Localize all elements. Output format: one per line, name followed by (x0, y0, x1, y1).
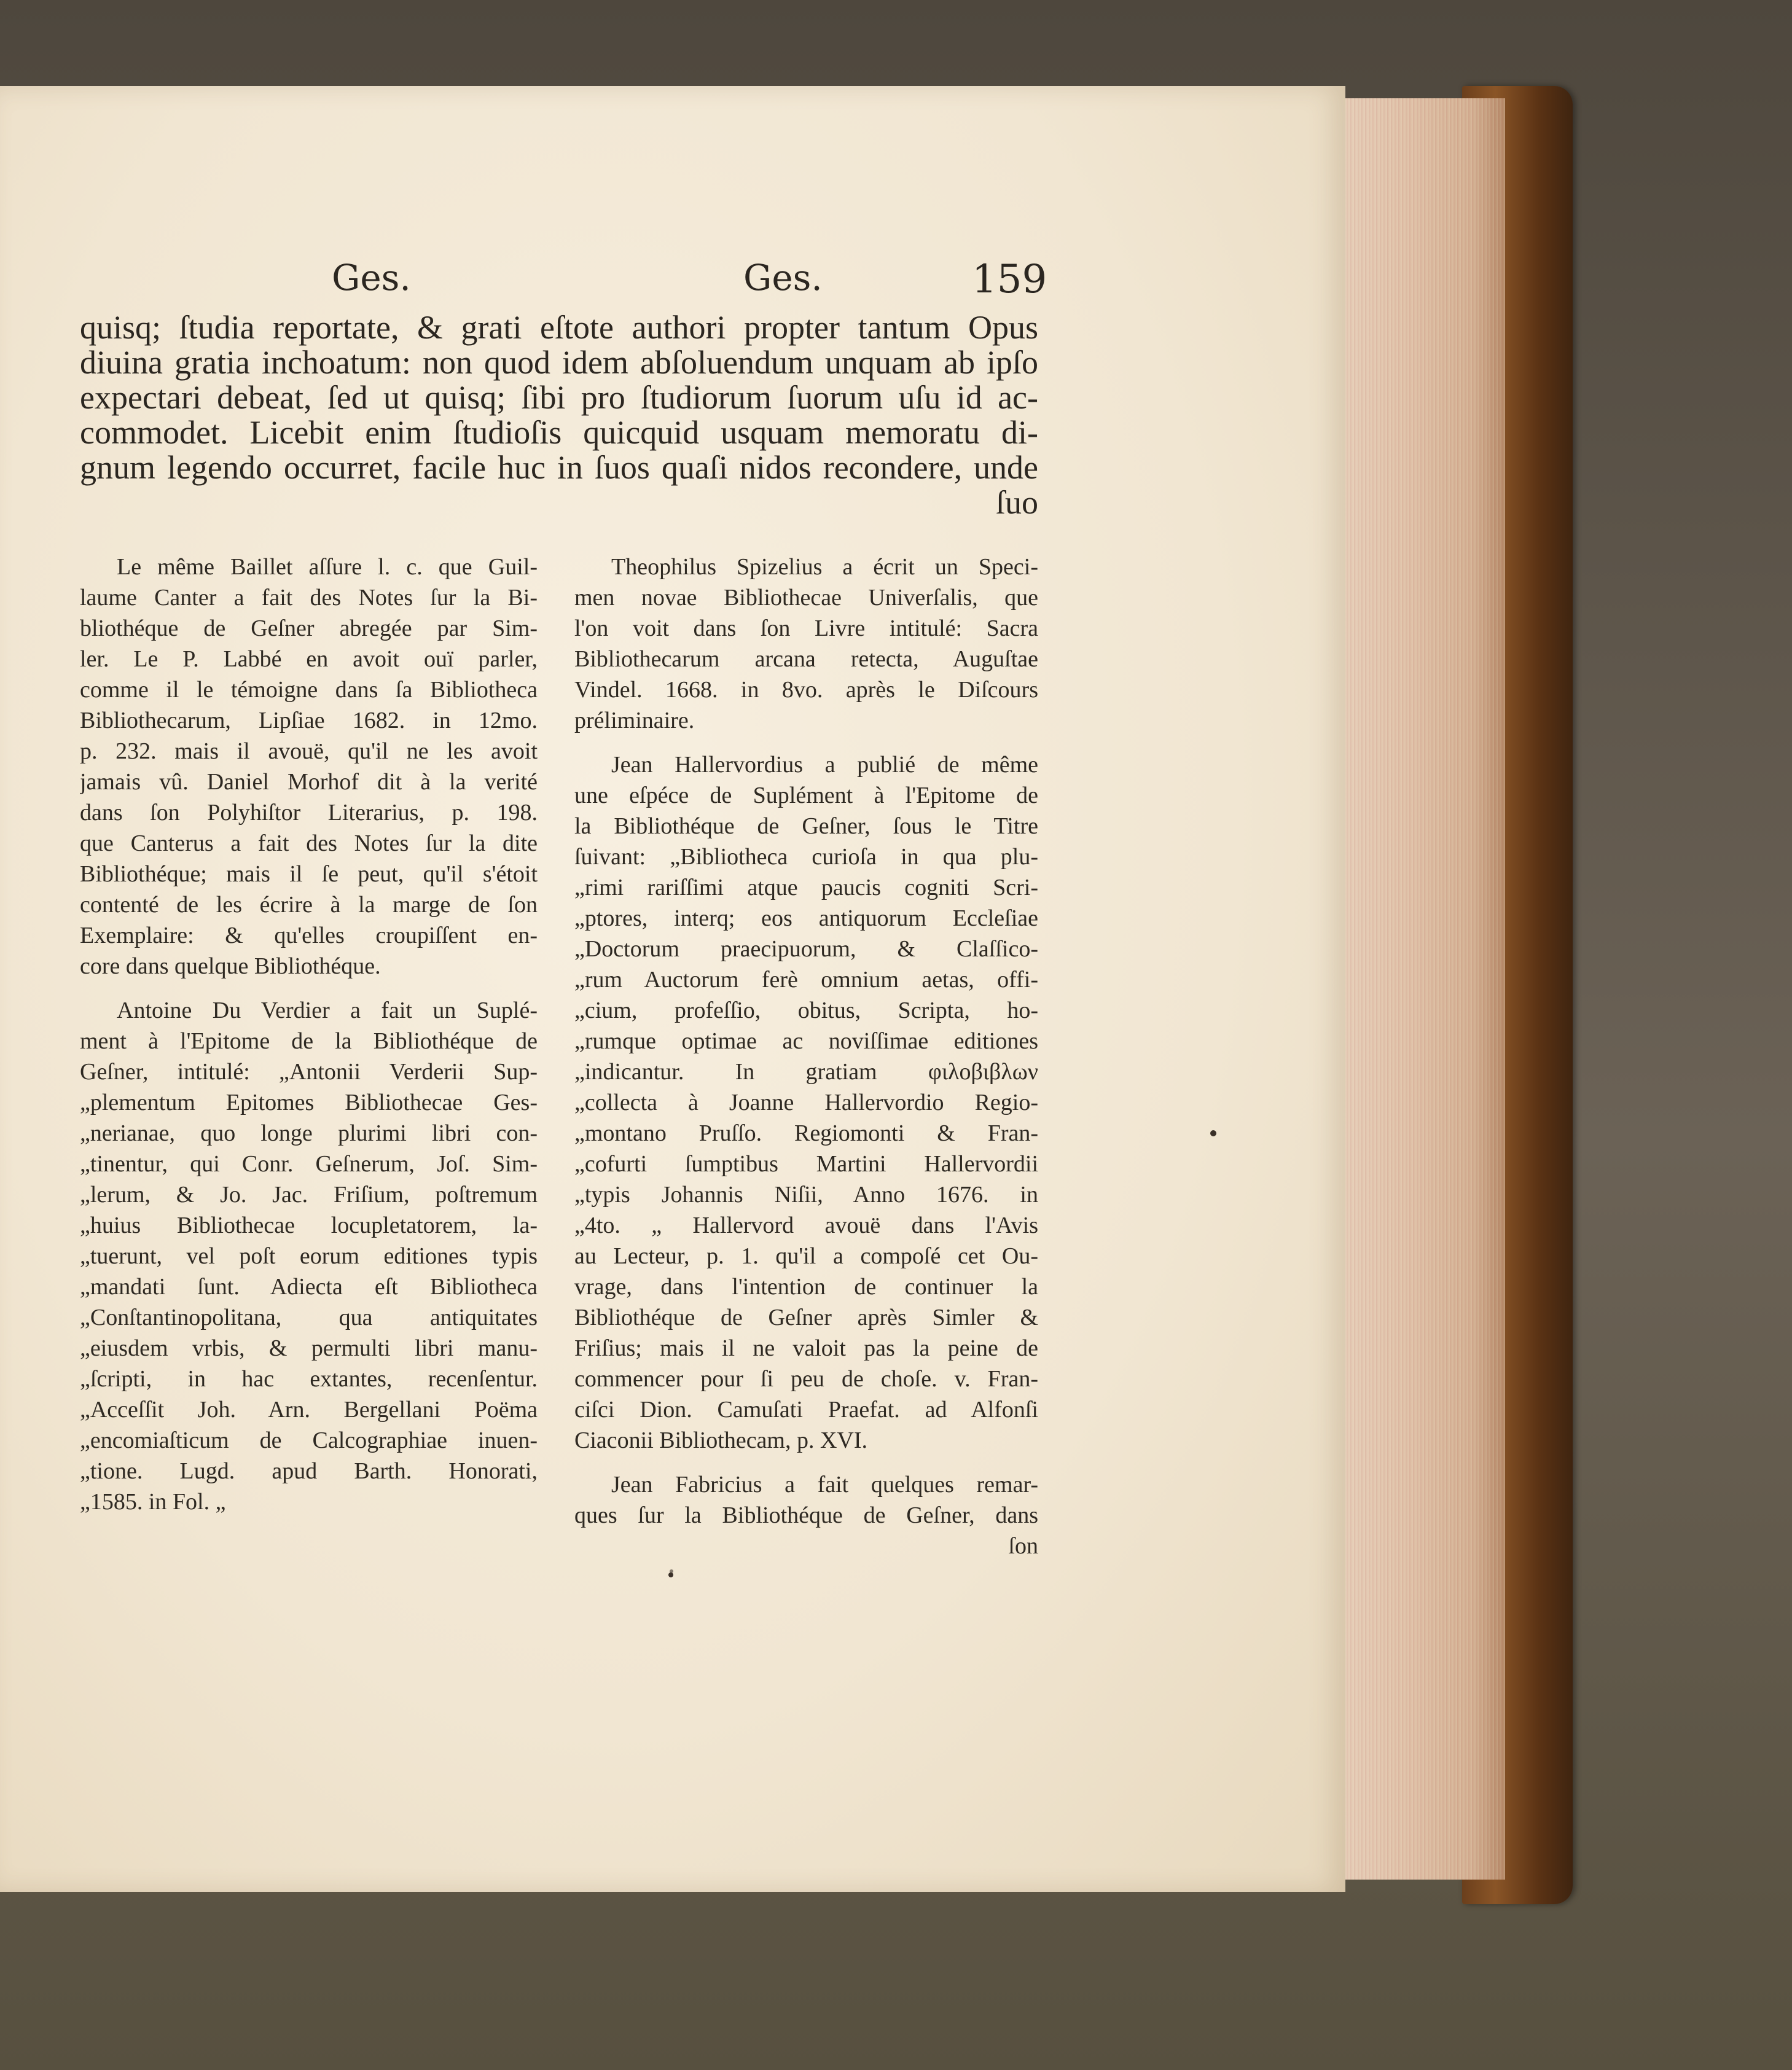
text-line: Geſner, intitulé: „Antonii Verderii Sup- (80, 1059, 538, 1085)
text-line: ſuivant: „Bibliotheca curioſa in qua plu- (574, 844, 1038, 870)
text-line: „ſcripti, in hac extantes, recenſentur. (80, 1366, 538, 1392)
text-line: Friſius; mais il ne valoit pas la peine de (574, 1335, 1038, 1361)
ink-speck (1210, 1130, 1216, 1136)
intro-line: commodet. Licebit enim ſtudioſis quicquid usquam memoratu di- (80, 414, 1038, 451)
text-line: Bibliothéque de Geſner après Simler & (574, 1305, 1038, 1330)
text-line: Antoine Du Verdier a fait un Suplé- (117, 998, 538, 1023)
text-line: Bibliothéque; mais il ſe peut, qu'il s'étoit (80, 861, 538, 887)
text-line: la Bibliothéque de Geſner, ſous le Titre (574, 813, 1038, 839)
text-line: Jean Hallervordius a publié de même (611, 752, 1038, 778)
text-line: „Doctorum praecipuorum, & Claſſico- (574, 936, 1038, 962)
text-line: „rumque optimae ac noviſſimae editiones (574, 1028, 1038, 1054)
text-line: Ciaconii Bibliothecam, p. XVI. (574, 1428, 868, 1453)
text-line: „plementum Epitomes Bibliothecae Ges- (80, 1090, 538, 1115)
paragraph (80, 552, 538, 982)
text-line: comme il le témoigne dans ſa Bibliotheca (80, 677, 538, 703)
text-line: „huius Bibliothecae locupletatorem, la- (80, 1213, 538, 1238)
text-line: Bibliothecarum arcana retecta, Auguſtae (574, 646, 1038, 672)
text-line: Le même Baillet aſſure l. c. que Guil- (117, 554, 538, 580)
left-column (80, 552, 538, 1531)
text-line: vrage, dans l'intention de continuer la (574, 1274, 1038, 1300)
text-line: „1585. in Fol. „ (80, 1489, 226, 1515)
text-line: une eſpéce de Suplément à l'Epitome de (574, 783, 1038, 808)
paragraph (574, 749, 1038, 1456)
text-line: „rimi rariſſimi atque paucis cogniti Scri- (574, 875, 1038, 900)
text-line: que Canterus a fait des Notes ſur la dite (80, 830, 538, 856)
ink-speck (670, 1569, 673, 1573)
text-line: „indicantur. In gratiam φιλοβιβλων (574, 1059, 1038, 1085)
text-line: „nerianae, quo longe plurimi libri con- (80, 1120, 538, 1146)
right-column (574, 552, 1038, 1575)
text-line: Theophilus Spizelius a écrit un Speci- (611, 554, 1038, 580)
text-line: ler. Le P. Labbé en avoit ouï parler, (80, 646, 538, 672)
text-line: „4to. „ Hallervord avouë dans l'Avis (574, 1213, 1038, 1238)
text-line: l'on voit dans ſon Livre intitulé: Sacra (574, 615, 1038, 641)
text-line: jamais vû. Daniel Morhof dit à la verité (80, 769, 538, 795)
text-line: bliothéque de Geſner abregée par Sim- (80, 615, 538, 641)
text-line: „cium, profeſſio, obitus, Scripta, ho- (574, 998, 1038, 1023)
text-line: „encomiaſticum de Calcographiae inuen- (80, 1428, 538, 1453)
page-number: 159 (972, 257, 1047, 302)
text-line: laume Canter a fait des Notes ſur la Bi- (80, 585, 538, 611)
intro-line: diuina gratia inchoatum: non quod idem abſoluendum unquam ab ipſo (80, 344, 1038, 381)
text-line: p. 232. mais il avouë, qu'il ne les avoit (80, 738, 538, 764)
text-line: „tinentur, qui Conr. Geſnerum, Joſ. Sim- (80, 1151, 538, 1177)
text-line: Bibliothecarum, Lipſiae 1682. in 12mo. (80, 708, 538, 733)
text-line: „collecta à Joanne Hallervordio Regio- (574, 1090, 1038, 1115)
text-line: „cofurti ſumptibus Martini Hallervordii (574, 1151, 1038, 1177)
text-line: „typis Johannis Niſii, Anno 1676. in (574, 1182, 1038, 1208)
text-line: „Acceſſit Joh. Arn. Bergellani Poëma (80, 1397, 538, 1423)
text-line: ment à l'Epitome de la Bibliothéque de (80, 1028, 538, 1054)
text-line: „eiusdem vrbis, & permulti libri manu- (80, 1335, 538, 1361)
text-line: „montano Pruſſo. Regiomonti & Fran- (574, 1120, 1038, 1146)
intro-line: expectari debeat, ſed ut quisq; ſibi pro ſtudiorum ſuorum uſu id ac- (80, 379, 1038, 416)
text-line: „mandati ſunt. Adiecta eſt Bibliotheca (80, 1274, 538, 1300)
text-line: „rum Auctorum ferè omnium aetas, offi- (574, 967, 1038, 993)
text-line: Exemplaire: & qu'elles croupiſſent en- (80, 923, 538, 948)
text-line: préliminaire. (574, 708, 695, 733)
intro-catchword: ſuo (995, 484, 1038, 521)
text-line: „ptores, interq; eos antiquorum Eccleſiae (574, 905, 1038, 931)
ink-speck (668, 1572, 673, 1577)
text-line: contenté de les écrire à la marge de ſon (80, 892, 538, 918)
intro-line: gnum legendo occurret, facile huc in ſuos quaſi nidos recondere, unde (80, 449, 1038, 486)
text-line: au Lecteur, p. 1. qu'il a compoſé cet Ou- (574, 1243, 1038, 1269)
paragraph (80, 995, 538, 1517)
catchword: ſon (1008, 1533, 1038, 1559)
text-line: ques ſur la Bibliothéque de Geſner, dans (574, 1502, 1038, 1528)
paragraph (574, 552, 1038, 736)
intro-paragraph (80, 310, 1038, 520)
text-line: men novae Bibliothecae Univerſalis, que (574, 585, 1038, 611)
text-line: „tuerunt, vel poſt eorum editiones typis (80, 1243, 538, 1269)
text-line: „tione. Lugd. apud Barth. Honorati, (80, 1458, 538, 1484)
running-head-left: Ges. (332, 257, 411, 299)
text-line: „lerum, & Jo. Jac. Friſium, poſtremum (80, 1182, 538, 1208)
text-line: Vindel. 1668. in 8vo. après le Diſcours (574, 677, 1038, 703)
text-line: Jean Fabricius a fait quelques remar- (611, 1472, 1038, 1498)
text-line: commencer pour ſi peu de choſe. v. Fran- (574, 1366, 1038, 1392)
text-line: dans ſon Polyhiſtor Literarius, p. 198. (80, 800, 538, 826)
paragraph (574, 1469, 1038, 1561)
text-line: „Conſtantinopolitana, qua antiquitates (80, 1305, 538, 1330)
text-line: ciſci Dion. Camuſati Praefat. ad Alfonſi (574, 1397, 1038, 1423)
text-line: core dans quelque Bibliothéque. (80, 953, 381, 979)
intro-line: quisq; ſtudia reportate, & grati eſtote authori propter tantum Opus (80, 309, 1038, 346)
page-fore-edge (1339, 98, 1505, 1880)
running-head-center: Ges. (743, 257, 823, 299)
